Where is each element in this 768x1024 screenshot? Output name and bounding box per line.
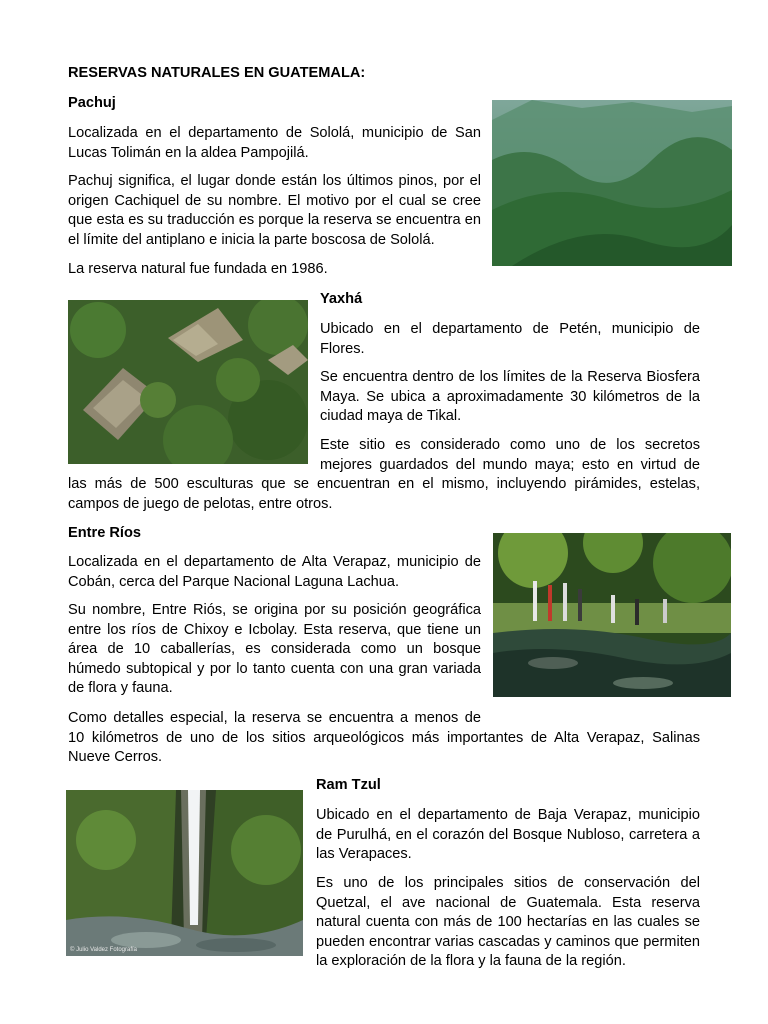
pachuj-photo (492, 100, 732, 266)
ram-tzul-paragraph-2: Es uno de los principales sitios de conservación del Quetzal, el ave nacional de Guatemala. Esta reserva natural cuenta con más de 100 hectarías en las cuales se pueden encontrar varias cascadas y caminos que permiten la exploración de la flora y la fauna de la región. (316, 875, 700, 969)
yaxha-paragraph-3-line-1: Este sitio es considerado como uno de los secretos (320, 437, 700, 453)
ram-tzul-paragraph-1: Ubicado en el departamento de Baja Verapaz, municipio de Purulhá, en el corazón del Bosque Nubloso, carretera a las Verapaces. (316, 807, 700, 862)
yaxha-paragraph-3-line-3: las más de 500 esculturas que se encuentran en el mismo, incluyendo pirámides, estelas, (68, 476, 700, 492)
heading-yaxha: Yaxhá (320, 291, 363, 307)
entre-rios-paragraph-3-line-1: Como detalles especial, la reserva se encuentra a menos de (68, 710, 481, 726)
river-hikers-image (493, 533, 731, 697)
entre-rios-paragraph-3 (68, 709, 700, 768)
pachuj-paragraph-2: Pachuj significa, el lugar donde están los últimos pinos, por el origen Cachiquel de su nombre. El motivo por el cual se cree que esta es su traducción es porque la reserva se encuentra en el límite del antiplano e inicia la parte boscosa de Sololá. (68, 173, 481, 248)
page-title: RESERVAS NATURALES EN GUATEMALA: (68, 65, 366, 81)
entre-rios-paragraph-1: Localizada en el departamento de Alta Verapaz, municipio de Cobán, cerca del Parque Nacional Laguna Lachua. (68, 554, 481, 590)
entre-rios-paragraph-3-line-3: Nueve Cerros. (68, 749, 163, 765)
pachuj-paragraph-1: Localizada en el departamento de Sololá, municipio de San Lucas Tolimán en la aldea Pampojilá. (68, 125, 481, 161)
heading-entre-rios: Entre Ríos (68, 525, 141, 541)
yaxha-paragraph-1: Ubicado en el departamento de Petén, municipio de Flores. (320, 321, 700, 357)
yaxha-paragraph-2: Se encuentra dentro de los límites de la Reserva Biosfera Maya. Se ubica a aproximadamente 30 kilómetros de la ciudad maya de Tikal. (320, 369, 700, 424)
heading-ram-tzul: Ram Tzul (316, 777, 381, 793)
entre-rios-paragraph-2: Su nombre, Entre Riós, se origina por su posición geográfica entre los ríos de Chixoy e Icbolay. Esta reserva, que tiene un área de 10 caballerías, es considerada como un bosque húmedo subtopical y por lo tanto cuenta con una gran variada de flora y fauna. (68, 602, 481, 696)
photo-credit: © Julio Valdez Fotografía (70, 947, 138, 953)
pachuj-paragraph-3: La reserva natural fue fundada en 1986. (68, 261, 328, 277)
heading-pachuj: Pachuj (68, 95, 116, 111)
entre-rios-paragraph-3-line-2: 10 kilómetros de uno de los sitios arqueológicos más importantes de Alta Verapaz, Salinas (68, 729, 700, 746)
yaxha-paragraph-3 (68, 436, 700, 514)
yaxha-paragraph-3-line-4: campos de juego de pelotas, entre otros. (68, 495, 333, 512)
yaxha-paragraph-3-line-2: mejores guardados del mundo maya; esto en virtud de (320, 456, 700, 473)
ram-tzul-photo (66, 790, 303, 956)
waterfall-image (66, 790, 303, 956)
mountain-forest-image (492, 100, 732, 266)
entre-rios-photo (493, 533, 731, 697)
